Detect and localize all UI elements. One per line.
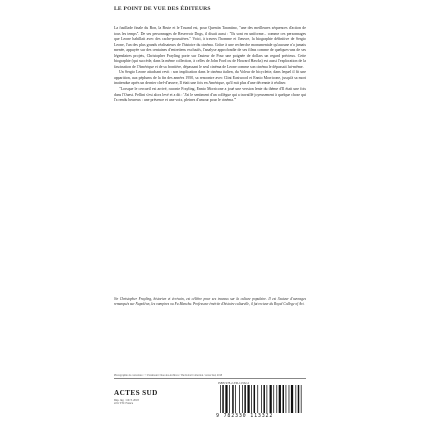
blurb-body <box>114 26 306 292</box>
price: 22 € TTC France <box>114 402 134 406</box>
divider <box>114 378 306 379</box>
publication-info <box>114 399 139 406</box>
blurb-paragraph: La fusillade finale du Bon, la Brute et le Truand est, pour Quentin Tarantino, "une des meilleures séquences d'action de tous les temps". De ses personnages de Reservoir Dogs, il disait aussi : "Ils sont en uniforme... comme ces personnages que Leone habillait avec des cache-poussières." Voici, à travers l'homme et l'œuvre, la biographie définitive de Sergio Leone, l'un des plus grands réalisateurs de l'histoire du cinéma. Grâce à une recherche monumentale qu'aucune n'a jamais menée, appuyée sur des centaines d'entretiens exclusifs, l'analyse approfondie de ses films comme de quelques-uns de ses légendaires projets, Christopher Frayling porte sur l'auteur de Pour une poignée de dollars un regard précieux. Cette biographie (qui succède, dans la même collection, à celles de John Ford ou de Howard Hawks) est aussi l'exploration de la fascination de l'Amérique et de sa frontière, dépassant le seul cinéma de Leone comme son cinéma le dépassait lui-même. <box>114 26 306 69</box>
publisher-logo: ACTES SUD <box>114 389 158 397</box>
section-heading: LE POINT DE VUE DES ÉDITEURS <box>114 6 211 12</box>
blurb-paragraph: "Lorsque le cercueil est arrivé, raconte Frayling, Ennio Morricone a joué une version lente du thème d'Il était une fois dans l'Ouest. Fellini s'est alors levé et a dit : 'J'ai le sentiment d'un collègue qui a travaillé joyeusement à quelque chose qui l'a rendu heureux : une présence et une voix, pleines d'amour pour le cinéma.'" <box>114 87 306 103</box>
isbn-label: ISBN 978-2-330-11332-2 <box>218 381 249 385</box>
legal-deposit: Dép. lég. : OCT. 2018 <box>114 399 139 402</box>
photo-credits: Photographie de couverture : © Paramount / Rue des Archives / The Kobal Collection / Actes Sud, 2018 <box>114 374 223 377</box>
text-column <box>114 6 306 333</box>
blurb-paragraph: Un Sergio Leone attachant revit : son implication dans le cinéma italien, du Voleur de bicyclette, dans lequel il fit une apparition, aux péplums de la fin des années 1950, sa rencontre avec Clint Eastwood et Ennio Morricone, jusqu'à sa mort inattendue après un dernier chef-d'œuvre, Il était une fois en Amérique, qu'il mit plus d'une décennie à réaliser. <box>114 70 306 86</box>
author-bio: Sir Christopher Frayling, historien et écrivain, est célèbre pour ses travaux sur la culture populaire. Il est l'auteur d'ouvrages remarqués sur Napoléon, les vampires ou Fu Manchu. Professeur émérite d'histoire culturelle, il fut recteur du Royal College of Art. <box>114 297 306 307</box>
barcode-number: 9 782330 113322 <box>216 413 274 419</box>
barcode <box>218 385 308 413</box>
